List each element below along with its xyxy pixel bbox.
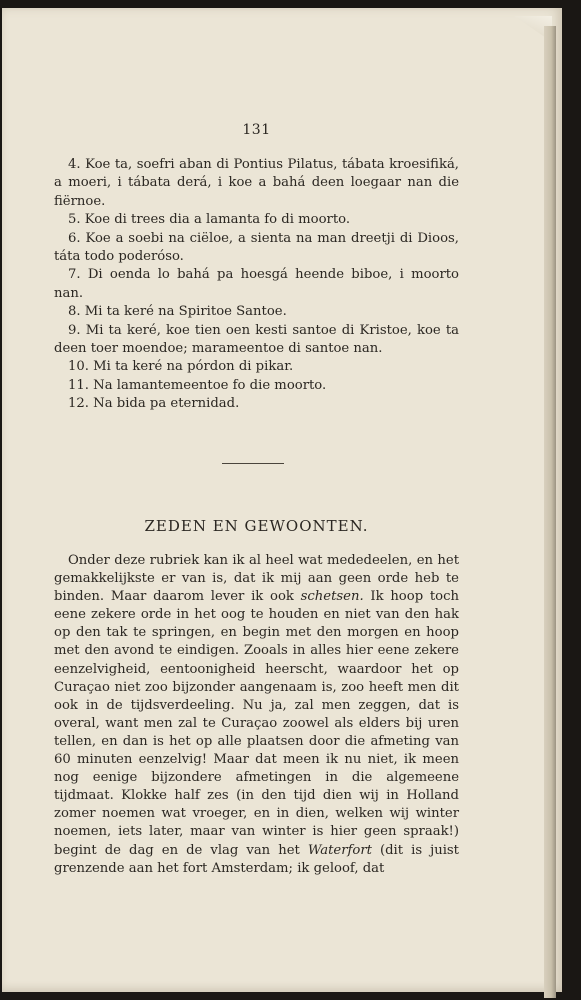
- list-item: 9. Mi ta keré, koe tien oen kesti santoe di Kristoe, koe ta deen toer moendoe; marameentoe di santoe nan.: [54, 322, 459, 357]
- book-page: [2, 8, 562, 992]
- list-item: 6. Koe a soebi na ciëloe, a sienta na man dreetji di Dioos, táta todo poderóso.: [54, 230, 459, 265]
- page-number: 131: [242, 122, 271, 138]
- paragraph-text: Ik hoop toch eene zekere orde in het oog te houden en niet van den hak op den tak te springen, en begin met den morgen en hoop met den avond te eindigen. Zooals in alles hier eene zekere eenzelvigheid, eentoonigheid heerscht, waardoor het op Curaçao niet zoo bijzonder aangenaam is, zoo heeft men dit ook in de tijdsverdeeling. Nu ja, zal men zeggen, dat is overal, want men zal te Curaçao zoowel als elders bij uren tellen, en dan is het op alle plaatsen door die afmeting van 60 minuten eenzelvig! Maar dat meen ik nu niet, ik meen nog eenige bijzondere afmetingen in die algemeene tijdmaat. Klokke half zes (in den tijd dien wij in Holland zomer noemen wat vroeger, en in dien, welken wij winter noemen, iets later, maar van winter is hier geen spraak!) begint de dag en de vlag van het: [54, 589, 459, 858]
- emphasis-text: Waterfort: [307, 842, 372, 858]
- paragraph-text: (dit is juist grenzende aan het fort Amsterdam; ik geloof, dat: [54, 842, 459, 876]
- list-item: 10. Mi ta keré na pórdon di pikar.: [68, 359, 294, 375]
- body-paragraph: [54, 552, 459, 878]
- section-heading: ZEDEN EN GEWOONTEN.: [144, 517, 369, 535]
- page-edge: [544, 26, 556, 998]
- paragraph-text: Onder deze rubriek kan ik al heel wat mededeelen, en het gemakkelijkste er van is, dat ik mij aan geen orde heb te binden. Maar daarom lever ik ook: [54, 553, 459, 605]
- numbered-list: [54, 156, 459, 414]
- list-item: 12. Na bida pa eternidad.: [68, 396, 240, 412]
- list-item: 5. Koe di trees dia a lamanta fo di moorto.: [68, 212, 351, 228]
- emphasis-text: schetsen.: [300, 589, 364, 605]
- list-item: 8. Mi ta keré na Spiritoe Santoe.: [68, 304, 287, 320]
- list-item: 7. Di oenda lo bahá pa hoesgá heende biboe, i moorto nan.: [54, 267, 459, 301]
- list-item: 4. Koe ta, soefri aban di Pontius Pilatus, tábata kroesifiká, a moeri, i tábata derá, i koe a bahá deen loegaar nan die fiërnoe.: [54, 157, 459, 209]
- section-divider: [222, 463, 284, 464]
- list-item: 11. Na lamantemeentoe fo die moorto.: [68, 377, 327, 393]
